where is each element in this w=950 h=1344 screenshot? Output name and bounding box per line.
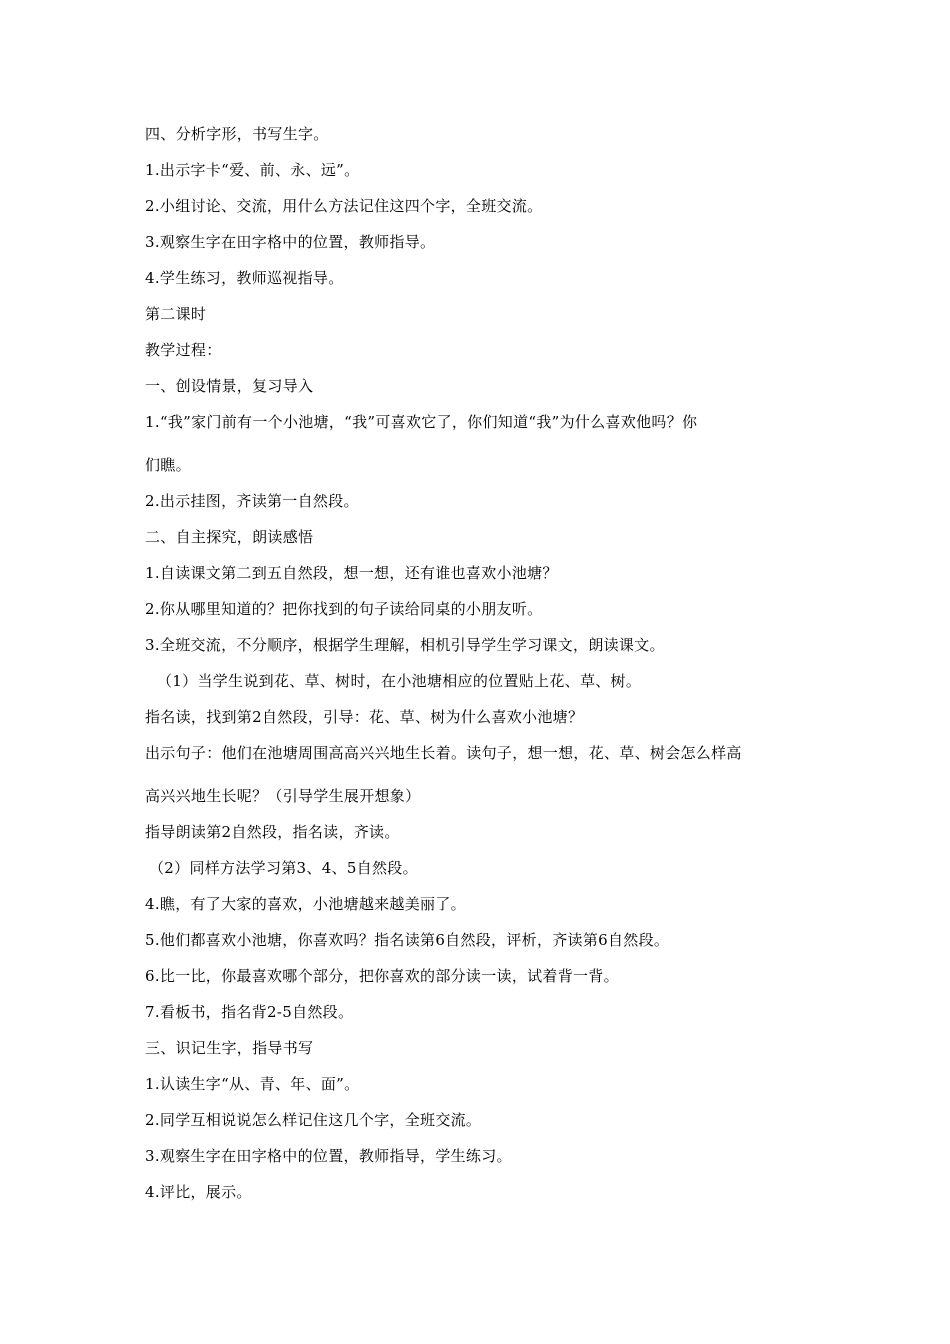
paragraph-line: 4.评比，展示。 [145, 1183, 252, 1201]
section-heading-3: 三、识记生字，指导书写 [145, 1039, 314, 1057]
paragraph-line: 6.比一比，你最喜欢哪个部分，把你喜欢的部分读一读，试着背一背。 [145, 967, 619, 985]
paragraph-line: 2.出示挂图，齐读第一自然段。 [145, 492, 359, 510]
paragraph-line: 1.出示字卡“爱、前、永、远”。 [145, 161, 360, 179]
paragraph-line: 指导朗读第2自然段，指名读，齐读。 [145, 823, 400, 841]
paragraph-line: 3.观察生字在田字格中的位置，教师指导。 [145, 233, 436, 251]
section-heading-2: 二、自主探究，朗读感悟 [145, 528, 314, 546]
paragraph-line: 1.“我”家门前有一个小池塘，“我”可喜欢它了，你们知道“我”为什么喜欢他吗？你 [145, 413, 698, 431]
paragraph-line: 7.看板书，指名背2-5自然段。 [145, 1003, 354, 1021]
paragraph-line: 5.他们都喜欢小池塘，你喜欢吗？指名读第6自然段，评析，齐读第6自然段。 [145, 931, 670, 949]
paragraph-line: （2）同样方法学习第3、4、5自然段。 [149, 859, 418, 877]
paragraph-line: 1.自读课文第二到五自然段，想一想，还有谁也喜欢小池塘？ [145, 564, 558, 582]
lesson-heading: 第二课时 [145, 305, 207, 323]
section-heading-1: 一、创设情景，复习导入 [145, 377, 314, 395]
paragraph-line: 高兴兴地生长呢？（引导学生展开想象） [145, 787, 421, 805]
paragraph-line: 指名读，找到第2自然段，引导：花、草、树为什么喜欢小池塘？ [145, 708, 584, 726]
paragraph-line: 出示句子：他们在池塘周围高高兴兴地生长着。读句子，想一想，花、草、树会怎么样高 [145, 744, 742, 762]
paragraph-line: 们瞧。 [145, 456, 191, 474]
section-heading-4: 四、分析字形，书写生字。 [145, 125, 329, 143]
paragraph-line: 4.瞧，有了大家的喜欢，小池塘越来越美丽了。 [145, 895, 466, 913]
paragraph-line: 3.观察生字在田字格中的位置，教师指导，学生练习。 [145, 1147, 512, 1165]
paragraph-line: 2.你从哪里知道的？把你找到的句子读给同桌的小朋友听。 [145, 600, 543, 618]
paragraph-line: （1）当学生说到花、草、树时，在小池塘相应的位置贴上花、草、树。 [157, 672, 642, 690]
paragraph-line: 2.小组讨论、交流，用什么方法记住这四个字，全班交流。 [145, 197, 543, 215]
paragraph-line: 1.认读生字“从、青、年、面”。 [145, 1075, 360, 1093]
process-heading: 教学过程： [145, 341, 222, 359]
paragraph-line: 4.学生练习，教师巡视指导。 [145, 269, 344, 287]
paragraph-line: 3.全班交流，不分顺序，根据学生理解，相机引导学生学习课文，朗读课文。 [145, 636, 665, 654]
paragraph-line: 2.同学互相说说怎么样记住这几个字，全班交流。 [145, 1111, 482, 1129]
